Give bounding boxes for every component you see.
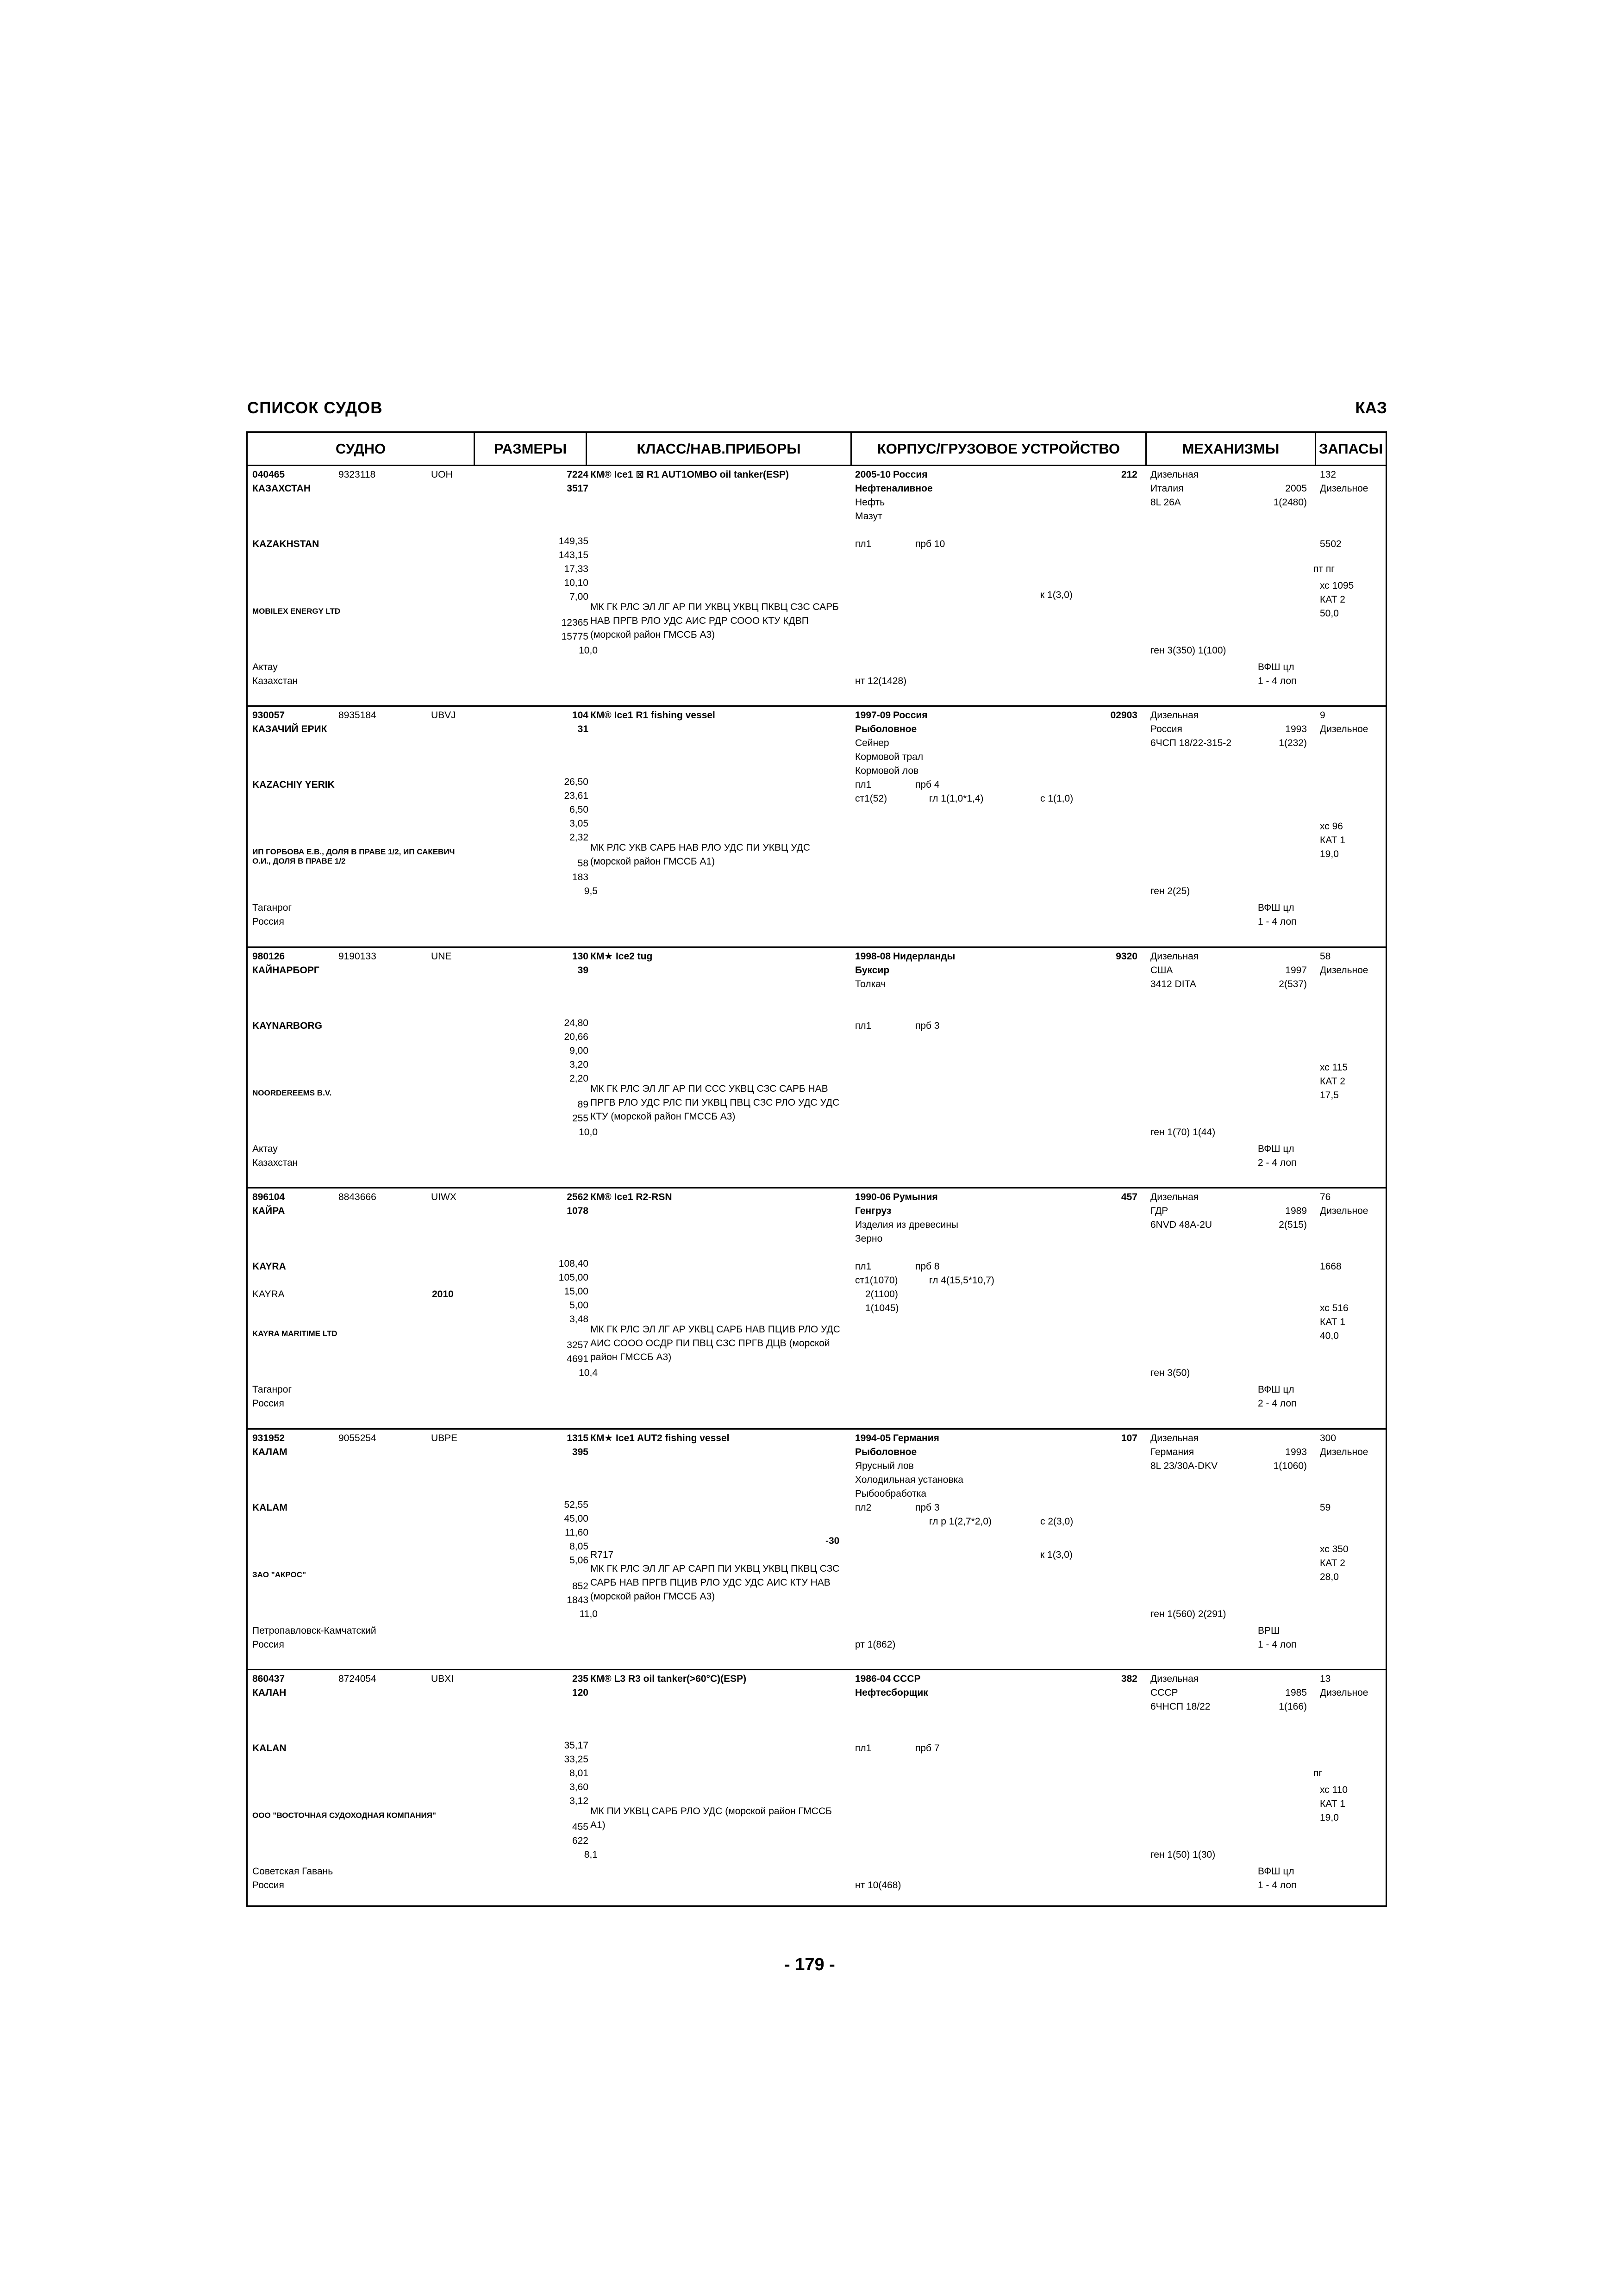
fuel-amount: 59 (1320, 1502, 1331, 1513)
fuel-type: Дизельное (1320, 1687, 1368, 1698)
holds: пл1 (855, 1020, 872, 1031)
dimension-value: 3,12 (569, 1796, 588, 1806)
holds: пл2 (855, 1502, 872, 1513)
gross-tonnage: 2562 (567, 1192, 588, 1202)
net-tonnage: 1078 (567, 1206, 588, 1216)
class-notation: КМ® Ice1 R1 fishing vessel (590, 710, 715, 721)
engine-type: Дизельная (1150, 1674, 1199, 1684)
deadweight: 58 (577, 858, 588, 869)
column-header-class: КЛАСС/НАВ.ПРИБОРЫ (637, 441, 801, 457)
category: КАТ 1 (1320, 835, 1345, 846)
owner: ИП ГОРБОВА Е.В., ДОЛЯ В ПРАВЕ 1/2, ИП САКЕВИЧ О.И., ДОЛЯ В ПРАВЕ 1/2 (252, 847, 455, 865)
deadweight: 852 (572, 1581, 588, 1592)
build-country: Нидерланды (893, 951, 956, 962)
displacement: 183 (572, 872, 588, 883)
dimension-value: 6,50 (569, 804, 588, 815)
imo-number: 8724054 (338, 1674, 376, 1684)
generators: ген 1(560) 2(291) (1150, 1609, 1226, 1619)
build-date: 1997-09 (855, 710, 891, 721)
deadweight: 12365 (561, 617, 588, 628)
hatches: прб 7 (915, 1743, 940, 1754)
engine-model: 3412 DITA (1150, 979, 1196, 989)
dimension-value: 33,25 (564, 1754, 588, 1765)
propeller-blades: 2 - 4 лоп (1258, 1398, 1297, 1409)
dimension-value: 2,20 (569, 1073, 588, 1084)
holds: пл1 (855, 539, 872, 549)
table-header (248, 433, 1386, 466)
call-sign: UNE (431, 951, 452, 962)
ship-name-latin: KAYNARBORG (252, 1020, 322, 1031)
ship-record (248, 948, 1386, 1188)
dimension-value: 15,00 (564, 1286, 588, 1297)
hull-number: 107 (1121, 1433, 1137, 1444)
endurance: хс 1095 (1320, 580, 1354, 591)
dimension-value: 24,80 (564, 1018, 588, 1028)
class-notation: КМ★ Ice2 tug (590, 951, 653, 962)
class-notation: КМ® L3 R3 oil tanker(>60°C)(ESP) (590, 1674, 747, 1684)
ship-record (248, 1670, 1386, 1907)
engine-power: 1(1060) (1273, 1461, 1307, 1471)
endurance: хс 516 (1320, 1303, 1349, 1313)
dimension-value: 149,35 (558, 536, 588, 547)
imo-number: 9323118 (338, 469, 376, 480)
flag-country: Россия (252, 916, 284, 927)
engine-country: Италия (1150, 483, 1184, 494)
displacement: 622 (572, 1836, 588, 1846)
propeller-type: ВФШ цл (1258, 1866, 1294, 1877)
hatches: прб 3 (915, 1020, 940, 1031)
crew-supply: 50,0 (1320, 608, 1339, 619)
net-tonnage: 39 (577, 965, 588, 976)
dimension-value: 3,05 (569, 818, 588, 829)
engine-country: Россия (1150, 724, 1182, 734)
dimension-value: 8,05 (569, 1541, 588, 1552)
ship-type: Рыболовное (855, 1447, 917, 1457)
crew-supply: 19,0 (1320, 1812, 1339, 1823)
generators: ген 1(70) 1(44) (1150, 1127, 1216, 1138)
engine-year: 1997 (1285, 965, 1307, 976)
displacement: 15775 (561, 631, 588, 642)
generators: ген 3(50) (1150, 1368, 1190, 1378)
engine-type: Дизельная (1150, 1192, 1199, 1202)
tank-capacity: рт 1(862) (855, 1639, 896, 1650)
deadweight: 3257 (567, 1340, 588, 1350)
dimension-value: 11,60 (565, 1527, 588, 1538)
flag-country: Казахстан (252, 676, 298, 686)
fuel-amount: 1668 (1320, 1261, 1342, 1272)
dimension-value: 52,55 (564, 1500, 588, 1510)
propeller-type: ВФШ цл (1258, 1144, 1294, 1154)
imo-number: 8843666 (338, 1192, 376, 1202)
owner: ООО "ВОСТОЧНАЯ СУДОХОДНАЯ КОМПАНИЯ" (252, 1811, 436, 1820)
owner: NOORDEREEMS B.V. (252, 1089, 332, 1097)
engine-year: 1993 (1285, 1447, 1307, 1457)
call-sign: UIWX (431, 1192, 456, 1202)
net-tonnage: 395 (572, 1447, 588, 1457)
refrigeration-temp: -30 (825, 1536, 840, 1546)
hull-number: 212 (1121, 469, 1137, 480)
fuel-amount: 5502 (1320, 539, 1342, 549)
dimension-value: 20,66 (564, 1032, 588, 1042)
cargo-line: Кормовой лов (855, 765, 919, 776)
cargo-line: Сейнер (855, 738, 889, 748)
ship-name-latin: KAYRA (252, 1261, 286, 1272)
dimension-value: 5,00 (569, 1300, 588, 1311)
build-country: Россия (893, 469, 928, 480)
hatches: прб 3 (915, 1502, 940, 1513)
cranes: с 2(3,0) (1040, 1516, 1074, 1527)
fuel-type: Дизельное (1320, 724, 1368, 734)
nav-equipment: МК ГК РЛС ЭЛ ЛГ АР ПИ УКВЦ УКВЦ ПКВЦ СЗС САРБ НАВ ПРГВ РЛО УДС АИС РДР СООО КТУ КДВП (морской район ГМССБ А3) (590, 602, 839, 640)
ship-id: 931952 (252, 1433, 285, 1444)
class-notation: КМ® Ice1 R2-RSN (590, 1192, 672, 1202)
column-header-ship: СУДНО (335, 441, 386, 457)
country-code: КАЗ (1355, 399, 1387, 417)
deadweight: 89 (577, 1099, 588, 1110)
call-sign: UBPE (431, 1433, 458, 1444)
net-tonnage: 31 (577, 724, 588, 734)
call-sign: UBVJ (431, 710, 456, 721)
speed: 10,0 (579, 1127, 598, 1138)
propeller-type: ВФШ цл (1258, 662, 1294, 672)
holds: пл1 (855, 779, 872, 790)
hull-number: 9320 (1116, 951, 1137, 962)
ship-name: КАЗАЧИЙ ЕРИК (252, 724, 327, 734)
fuel-capacity: 58 (1320, 951, 1331, 962)
propeller-blades: 1 - 4 лоп (1258, 1880, 1297, 1891)
hatch-size: гл 4(15,5*10,7) (929, 1275, 994, 1286)
ship-type: Генгруз (855, 1206, 892, 1216)
propeller-type: ВФШ цл (1258, 902, 1294, 913)
hull-number: 382 (1121, 1674, 1137, 1684)
fuel-type: Дизельное (1320, 965, 1368, 976)
cargo-line: Рыбообработка (855, 1488, 927, 1499)
owner: ЗАО "АКРОС" (252, 1570, 306, 1579)
engine-country: США (1150, 965, 1173, 976)
displacement: 4691 (567, 1354, 588, 1364)
hold-capacity-2: 2(1100) (865, 1289, 898, 1300)
nav-equipment: МК РЛС УКВ САРБ НАВ РЛО УДС ПИ УКВЦ УДС (морской район ГМССБ А1) (590, 842, 811, 867)
gross-tonnage: 235 (572, 1674, 588, 1684)
holds: пл1 (855, 1743, 872, 1754)
gross-tonnage: 7224 (567, 469, 588, 480)
dimension-value: 3,60 (569, 1782, 588, 1792)
propeller-blades: 1 - 4 лоп (1258, 676, 1297, 686)
owner: KAYRA MARITIME LTD (252, 1329, 337, 1338)
category: КАТ 2 (1320, 1558, 1345, 1568)
cargo-pump-type: пт пг (1313, 564, 1335, 574)
propeller-blades: 1 - 4 лоп (1258, 916, 1297, 927)
cargo-line: Толкач (855, 979, 886, 989)
engine-power: 1(166) (1279, 1701, 1307, 1712)
flag-country: Россия (252, 1398, 284, 1409)
nav-equipment: МК ГК РЛС ЭЛ ЛГ АР УКВЦ САРБ НАВ ПЦИВ РЛО УДС АИС СООО ОСДР ПИ ПВЦ СЗС ПРГВ ДЦВ (морской район ГМССБ А3) (590, 1324, 840, 1363)
home-port: Советская Гавань (252, 1866, 333, 1877)
cargo-pump-type: пг (1313, 1768, 1323, 1779)
crew-supply: 28,0 (1320, 1572, 1339, 1582)
cargo-line: Зерно (855, 1233, 883, 1244)
fuel-capacity: 76 (1320, 1192, 1331, 1202)
endurance: хс 115 (1320, 1062, 1348, 1073)
ship-id: 860437 (252, 1674, 285, 1684)
generators: ген 1(50) 1(30) (1150, 1849, 1216, 1860)
derricks: к 1(3,0) (1040, 590, 1073, 600)
ship-name: КАЗАХСТАН (252, 483, 311, 494)
dimension-value: 2,32 (569, 832, 588, 843)
displacement: 255 (572, 1113, 588, 1124)
nav-equipment: МК ГК РЛС ЭЛ ЛГ АР ПИ ССС УКВЦ СЗС САРБ НАВ ПРГВ РЛО УДС РЛС ПИ УКВЦ ПВЦ СЗС РЛО УДС УДС КТУ (морской район ГМССБ А3) (590, 1083, 840, 1122)
tank-capacity: нт 12(1428) (855, 676, 907, 686)
fuel-capacity: 300 (1320, 1433, 1337, 1444)
crew-supply: 40,0 (1320, 1331, 1339, 1341)
engine-year: 1989 (1285, 1206, 1307, 1216)
gross-tonnage: 1315 (567, 1433, 588, 1444)
hatch-size: гл р 1(2,7*2,0) (929, 1516, 992, 1527)
nav-equipment: МК ГК РЛС ЭЛ ЛГ АР САРП ПИ УКВЦ УКВЦ ПКВЦ СЗС САРБ НАВ ПРГВ ПЦИВ РЛО УДС УДС АИС КТУ НАВ (морской район ГМССБ А3) (590, 1563, 840, 1602)
hatches: прб 4 (915, 779, 940, 790)
fuel-type: Дизельное (1320, 483, 1368, 494)
dimension-value: 3,20 (569, 1059, 588, 1070)
cargo-line: Мазут (855, 511, 882, 522)
cargo-line: Изделия из древесины (855, 1220, 959, 1230)
generators: ген 3(350) 1(100) (1150, 645, 1226, 656)
ship-name-latin: KALAM (252, 1502, 287, 1513)
engine-type: Дизельная (1150, 469, 1199, 480)
propeller-blades: 2 - 4 лоп (1258, 1157, 1297, 1168)
dimension-value: 108,40 (558, 1258, 588, 1269)
cargo-line: Холодильная установка (855, 1475, 963, 1485)
engine-country: СССР (1150, 1687, 1178, 1698)
engine-model: 6ЧСП 18/22-315-2 (1150, 738, 1232, 748)
call-sign: UOH (431, 469, 453, 480)
ship-name-latin: KALAN (252, 1743, 287, 1754)
column-header-hull: КОРПУС/ГРУЗОВОЕ УСТРОЙСТВО (877, 441, 1120, 457)
engine-type: Дизельная (1150, 1433, 1199, 1444)
net-tonnage: 120 (572, 1687, 588, 1698)
dimension-value: 105,00 (558, 1272, 588, 1283)
ship-id: 896104 (252, 1192, 285, 1202)
category: КАТ 2 (1320, 1076, 1345, 1087)
column-header-machinery: МЕХАНИЗМЫ (1182, 441, 1280, 457)
page-title: СПИСОК СУДОВ (247, 399, 383, 417)
engine-power: 2(515) (1279, 1220, 1307, 1230)
cranes: с 1(1,0) (1040, 793, 1074, 804)
engine-type: Дизельная (1150, 710, 1199, 721)
nav-equipment: МК ПИ УКВЦ САРБ РЛО УДС (морской район ГМССБ А1) (590, 1806, 832, 1830)
build-country: СССР (893, 1674, 921, 1684)
engine-power: 1(232) (1279, 738, 1307, 748)
speed: 10,4 (579, 1368, 598, 1378)
dimension-value: 17,33 (564, 564, 588, 574)
ship-id: 930057 (252, 710, 285, 721)
engine-model: 6NVD 48A-2U (1150, 1220, 1212, 1230)
dimension-value: 5,06 (569, 1555, 588, 1566)
dimension-value: 8,01 (569, 1768, 588, 1779)
column-header-dimensions: РАЗМЕРЫ (493, 441, 567, 457)
engine-model: 8L 23/30A-DKV (1150, 1461, 1218, 1471)
holds: пл1 (855, 1261, 872, 1272)
engine-model: 8L 26A (1150, 497, 1181, 508)
build-date: 1998-08 (855, 951, 891, 962)
propeller-type: ВРШ (1258, 1625, 1280, 1636)
displacement: 1843 (567, 1595, 588, 1605)
ship-list-table (246, 431, 1387, 1907)
ship-type: Рыболовное (855, 724, 917, 734)
ship-record (248, 466, 1386, 707)
propeller-type: ВФШ цл (1258, 1384, 1294, 1395)
hold-capacity: ст1(1070) (855, 1275, 898, 1286)
dimension-value: 26,50 (564, 777, 588, 787)
dimension-value: 10,10 (564, 578, 588, 588)
home-port: Таганрог (252, 902, 292, 913)
fuel-capacity: 13 (1320, 1674, 1331, 1684)
build-country: Германия (893, 1433, 939, 1444)
speed: 10,0 (579, 645, 598, 656)
fuel-capacity: 9 (1320, 710, 1325, 721)
speed: 9,5 (584, 886, 598, 896)
imo-number: 9055254 (338, 1433, 376, 1444)
hatches: прб 8 (915, 1261, 940, 1272)
derricks: к 1(3,0) (1040, 1549, 1073, 1560)
ship-name: КАЙРА (252, 1206, 285, 1216)
cargo-line: Кормовой трал (855, 752, 924, 762)
propeller-blades: 1 - 4 лоп (1258, 1639, 1297, 1650)
owner: MOBILEX ENERGY LTD (252, 607, 341, 616)
ship-id: 980126 (252, 951, 285, 962)
ship-type: Нефтесборщик (855, 1687, 928, 1698)
endurance: хс 110 (1320, 1785, 1348, 1795)
dimension-value: 23,61 (564, 790, 588, 801)
engine-type: Дизельная (1150, 951, 1199, 962)
build-date: 2005-10 (855, 469, 891, 480)
dimension-value: 143,15 (558, 550, 588, 560)
home-port: Таганрог (252, 1384, 292, 1395)
cargo-line: Ярусный лов (855, 1461, 914, 1471)
crew-supply: 17,5 (1320, 1090, 1339, 1101)
engine-power: 1(2480) (1273, 497, 1307, 508)
imo-number: 9190133 (338, 951, 376, 962)
refrigerant: R717 (590, 1549, 614, 1560)
dimension-value: 35,17 (564, 1740, 588, 1751)
category: КАТ 1 (1320, 1798, 1345, 1809)
gross-tonnage: 130 (572, 951, 588, 962)
build-country: Румыния (893, 1192, 938, 1202)
engine-year: 1985 (1285, 1687, 1307, 1698)
ship-name: КАЙНАРБОРГ (252, 965, 319, 976)
dimension-value: 45,00 (564, 1513, 588, 1524)
net-tonnage: 3517 (567, 483, 588, 494)
fuel-type: Дизельное (1320, 1447, 1368, 1457)
hold-capacity-3: 1(1045) (865, 1303, 899, 1313)
category: КАТ 1 (1320, 1317, 1345, 1327)
hull-number: 02903 (1110, 710, 1137, 721)
deadweight: 455 (572, 1822, 588, 1832)
home-port: Петропавловск-Камчатский (252, 1625, 376, 1636)
ship-type: Буксир (855, 965, 890, 976)
build-country: Россия (893, 710, 928, 721)
flag-country: Казахстан (252, 1157, 298, 1168)
engine-model: 6ЧНСП 18/22 (1150, 1701, 1211, 1712)
crew-supply: 19,0 (1320, 849, 1339, 859)
tank-capacity: нт 10(468) (855, 1880, 901, 1891)
ship-record (248, 1188, 1386, 1430)
dimension-value: 3,48 (569, 1314, 588, 1325)
ship-type: Нефтеналивное (855, 483, 933, 494)
flag-country: Россия (252, 1880, 284, 1891)
engine-power: 2(537) (1279, 979, 1307, 989)
engine-country: Германия (1150, 1447, 1194, 1457)
ship-id: 040465 (252, 469, 285, 480)
dimension-value: 9,00 (569, 1045, 588, 1056)
class-notation: КМ® Ice1 ⊠ R1 AUT1OMBO oil tanker(ESP) (590, 469, 789, 480)
ship-name-latin: KAZAKHSTAN (252, 539, 319, 549)
speed: 8,1 (584, 1849, 598, 1860)
call-sign: UBXI (431, 1674, 454, 1684)
ship-name-latin: KAZACHIY YERIK (252, 779, 335, 790)
gross-tonnage: 104 (572, 710, 588, 721)
build-date: 1986-04 (855, 1674, 891, 1684)
class-notation: КМ★ Ice1 AUT2 fishing vessel (590, 1433, 730, 1444)
home-port: Актау (252, 662, 278, 672)
endurance: хс 350 (1320, 1544, 1349, 1555)
build-date: 1990-06 (855, 1192, 891, 1202)
hold-capacity: ст1(52) (855, 793, 887, 804)
engine-year: 2005 (1285, 483, 1307, 494)
ship-name: КАЛАН (252, 1687, 287, 1698)
hatch-size: гл 1(1,0*1,4) (929, 793, 984, 804)
category: КАТ 2 (1320, 594, 1345, 605)
imo-number: 8935184 (338, 710, 376, 721)
dimension-value: 7,00 (569, 591, 588, 602)
engine-year: 1993 (1285, 724, 1307, 734)
former-name: KAYRA (252, 1289, 285, 1300)
column-header-supplies: ЗАПАСЫ (1318, 441, 1383, 457)
home-port: Актау (252, 1144, 278, 1154)
engine-country: ГДР (1150, 1206, 1168, 1216)
former-name-year: 2010 (432, 1289, 454, 1300)
cargo-line: Нефть (855, 497, 885, 508)
fuel-type: Дизельное (1320, 1206, 1368, 1216)
hatches: прб 10 (915, 539, 945, 549)
ship-record (248, 1430, 1386, 1670)
generators: ген 2(25) (1150, 886, 1190, 896)
hull-number: 457 (1121, 1192, 1137, 1202)
page-number: - 179 - (784, 1955, 835, 1974)
ship-name: КАЛАМ (252, 1447, 287, 1457)
speed: 11,0 (579, 1609, 598, 1619)
build-date: 1994-05 (855, 1433, 891, 1444)
fuel-capacity: 132 (1320, 469, 1337, 480)
endurance: хс 96 (1320, 821, 1343, 832)
ship-record (248, 707, 1386, 948)
flag-country: Россия (252, 1639, 284, 1650)
